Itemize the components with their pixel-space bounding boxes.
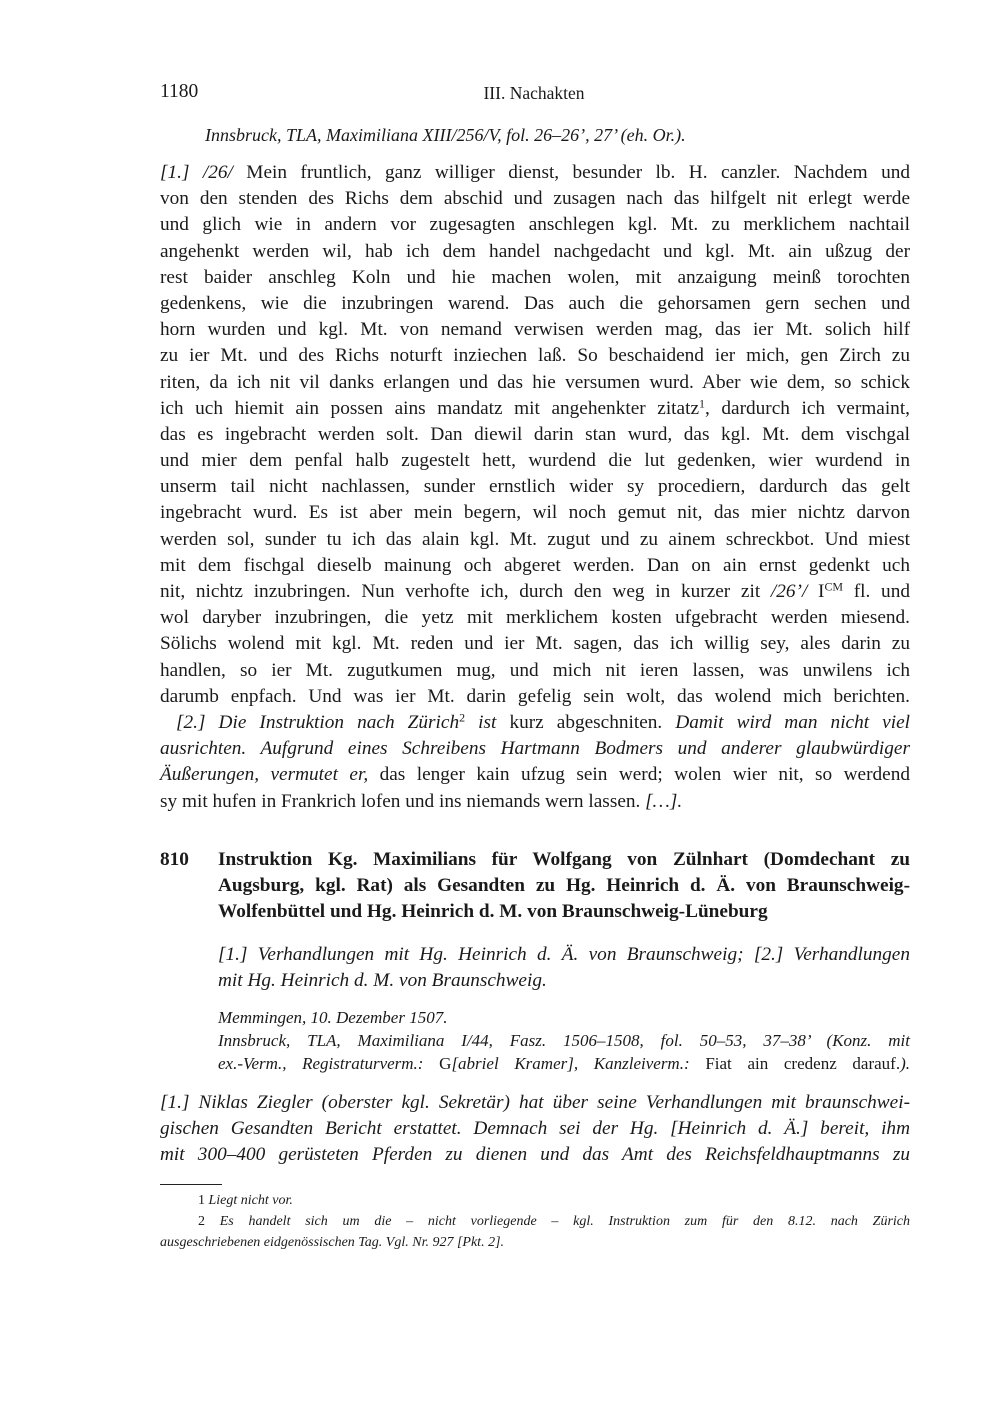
text-run: Augsburg, kgl. Rat) als Gesandten zu Hg. Heinrich d. Ä. von Braunschweig- [218, 875, 910, 897]
text-line [160, 631, 910, 657]
text-run: ich uch hiemit ain possen ains mandatz mit angehenkter zitatz [160, 397, 700, 419]
text-line [160, 658, 910, 684]
text-line [160, 1211, 910, 1232]
text-run: kurz abgeschniten. [509, 712, 676, 733]
page-number: 1180 [160, 81, 199, 102]
text-line [218, 1052, 910, 1075]
text-line [160, 553, 910, 579]
text-run: G [439, 1054, 452, 1073]
entry-paragraph-1 [160, 1090, 910, 1169]
text-run: darumb enpfach. Und was ier Mt. darin gefelig sein wolt, das wolend mich berichten. [160, 685, 910, 707]
text-line [160, 396, 910, 422]
text-line [160, 186, 910, 212]
footnote-divider [160, 1184, 222, 1185]
text-run: Wolfenbüttel und Hg. Heinrich d. M. von Braunschweig-Lüneburg [218, 901, 768, 923]
text-run: , dardurch ich vermaint, [705, 397, 910, 419]
footnote-ref: 2 [459, 710, 466, 725]
text-line [160, 500, 910, 526]
text-line [160, 605, 910, 631]
text-run: I [818, 581, 825, 602]
text-run: Äußerungen, vermutet er, [160, 764, 380, 786]
text-run: mit Hg. Heinrich d. M. von Braunschweig. [218, 970, 547, 992]
footnote-ref: 1 [699, 396, 705, 411]
text-run: Liegt nicht vor. [208, 1193, 293, 1208]
text-line [160, 1190, 910, 1211]
entry-title [218, 847, 910, 926]
text-run: ingebracht wurd. Es ist aber mein begern, wil noch gemut nit, das mier nichtz darvon [160, 502, 910, 524]
text-run: riten, da ich nit vil danks erlangen und das hie versumen wurd. Aber wie dem, so schick [160, 371, 910, 393]
text-run: 1 [198, 1193, 209, 1208]
text-run: handlen, so ier Mt. zugutkumen mug, und mich nit ieren lassen, was unwilens ich [160, 659, 910, 681]
text-line [160, 474, 910, 500]
text-run: und mier dem penfal halb zugestelt hett, wurdend die lut gedenken, wier wurdend in [160, 450, 910, 472]
text-run: Instruktion Kg. Maximilians für Wolfgang von Zülnhart (Domdechant zu [218, 849, 910, 870]
text-line [160, 710, 910, 736]
entry-dating-source [218, 1006, 910, 1075]
text-run: nit, nichtz inzubringen. Nun verhofte ich, durch den weg in kurzer zit [160, 581, 771, 602]
text-run: [abriel Kramer], Kanzleiverm.: [451, 1054, 706, 1073]
text-run: Innsbruck, TLA, Maximiliana I/44, Fasz. 1506–1508, fol. 50–53, 37–38’ (Konz. mit [218, 1031, 910, 1050]
source-line [205, 122, 905, 148]
document-paragraph-1 [160, 160, 910, 710]
text-run: ). [900, 1054, 910, 1073]
text-run: sy mit hufen in Frankrich lofen und ins niemands wern lassen. [160, 790, 646, 812]
text-run: wol daryber inzubringen, die yetz mit merklichem kosten ufgebracht werden miesend. [160, 607, 910, 629]
text-line [160, 343, 910, 369]
text-line [160, 762, 910, 788]
entry-summary [218, 942, 910, 994]
text-run: horn wurden und kgl. Mt. von nemand verwisen werden mag, das ier Mt. solich hilf [160, 319, 910, 341]
text-run: Memmingen, 10. Dezember 1507. [218, 1008, 448, 1027]
text-line [160, 265, 910, 291]
text-line [160, 239, 910, 265]
text-line [160, 1142, 910, 1168]
text-line [160, 1232, 910, 1253]
text-run: rest baider anschleg Koln und hie machen wolen, mit anzaigung meinß torochten [160, 266, 910, 288]
text-run: [2.] Die Instruktion nach Zürich [176, 712, 460, 733]
text-line [160, 684, 910, 710]
text-line [218, 873, 910, 899]
text-run: Fiat ain credenz darauf. [705, 1054, 901, 1073]
text-run: ex.-Verm., Registraturverm.: [218, 1054, 440, 1073]
text-run: [1.] Verhandlungen mit Hg. Heinrich d. Ä. von Braunschweig; [2.] Verhandlungen [218, 944, 910, 965]
text-run: [1.] Niklas Ziegler (oberster kgl. Sekretär) hat über seine Verhandlungen mit braunschwei- [160, 1092, 910, 1113]
text-line [160, 789, 910, 815]
text-run: fl. und [843, 581, 910, 602]
text-line [218, 899, 910, 925]
text-line [160, 448, 910, 474]
text-run: […]. [645, 790, 683, 812]
text-run: gedenkens, wie die inzubringen warend. Das auch die gehorsamen gern sechen und [160, 292, 910, 314]
text-line [218, 942, 910, 968]
text-run: Innsbruck, TLA, Maximiliana XIII/256/V, fol. 26–26’, 27’ (eh. Or.). [205, 125, 686, 145]
text-line [160, 1090, 910, 1116]
text-line [160, 370, 910, 396]
text-run: mit dem fischgal dieselb mainung och abgeret werden. Dan on ain ernst gedenkt uch [160, 554, 910, 576]
text-run: Mein fruntlich, ganz williger dienst, besunder lb. H. canzler. Nachdem und [246, 162, 910, 183]
text-run: werden sol, sunder tu ich das alain kgl. Mt. zugut und zu ainem schreckbot. Und miest [160, 528, 910, 550]
footnotes [160, 1190, 910, 1253]
text-run: ist [465, 712, 510, 733]
running-title: III. Nachakten [483, 83, 585, 103]
text-run: gischen Gesandten Bericht erstattet. Demnach sei der Hg. [Heinrich d. Ä.] bereit, ihm [160, 1118, 910, 1140]
text-run: mit 300–400 gerüsteten Pferden zu dienen und das Amt des Reichsfeldhauptmanns zu [160, 1144, 910, 1166]
text-run: zu ier Mt. und des Richs noturft inziechen laß. So beschaidend ier mich, gen Zirch zu [160, 345, 910, 367]
text-line [160, 160, 910, 186]
text-run: das lenger kain ufzug sein werd; wolen wier nit, so werdend [379, 764, 911, 786]
text-line [160, 317, 910, 343]
document-paragraph-2 [160, 710, 910, 815]
text-line [218, 1006, 910, 1029]
text-run: ausgeschriebenen eidgenössischen Tag. Vgl. Nr. 927 [Pkt. 2]. [160, 1235, 505, 1250]
text-run: das es ingebracht werden solt. Dan diewil darin stan wurd, das kgl. Mt. dem vischgal [160, 423, 910, 445]
text-line [160, 422, 910, 448]
footnote-ref: CM [824, 579, 844, 594]
text-line [160, 212, 910, 238]
text-run: 2 [198, 1214, 220, 1229]
text-run: [1.] /26/ [160, 162, 247, 183]
text-line [160, 291, 910, 317]
entry-number: 810 [160, 849, 189, 870]
text-run: ausrichten. Aufgrund eines Schreibens Hartmann Bodmers und anderer glaubwürdiger [160, 738, 910, 760]
text-line [218, 1029, 910, 1052]
text-line [160, 1116, 910, 1142]
text-line [218, 847, 910, 873]
text-run: und glich wie in andern vor zugesagten anschlegen kgl. Mt. zu merklichem nachtail [160, 214, 910, 236]
text-run: unserm tail nicht nachlassen, sunder ernstlich wider sy procediern, dardurch das gelt [160, 476, 910, 498]
text-line [160, 527, 910, 553]
text-run: von den stenden des Richs dem abschid und zusagen nach das hilfgelt nit erlegt werde [160, 188, 910, 210]
text-run: Es handelt sich um die – nicht vorliegende – kgl. Instruktion zum für den 8.12. nach Zürich [219, 1214, 910, 1229]
text-line [218, 968, 910, 994]
text-run: Sölichs wolend mit kgl. Mt. reden und ier Mt. sagen, das ich willig sey, ales darin zu [160, 633, 910, 655]
text-line [205, 122, 905, 148]
text-run: Damit wird man nicht viel [675, 712, 911, 733]
text-line [160, 736, 910, 762]
text-run: /26’/ [770, 581, 819, 602]
text-run: angehenkt werden wil, hab ich dem handel nachgedacht und kgl. Mt. ain ußzug der [160, 240, 910, 262]
text-line [160, 579, 910, 605]
